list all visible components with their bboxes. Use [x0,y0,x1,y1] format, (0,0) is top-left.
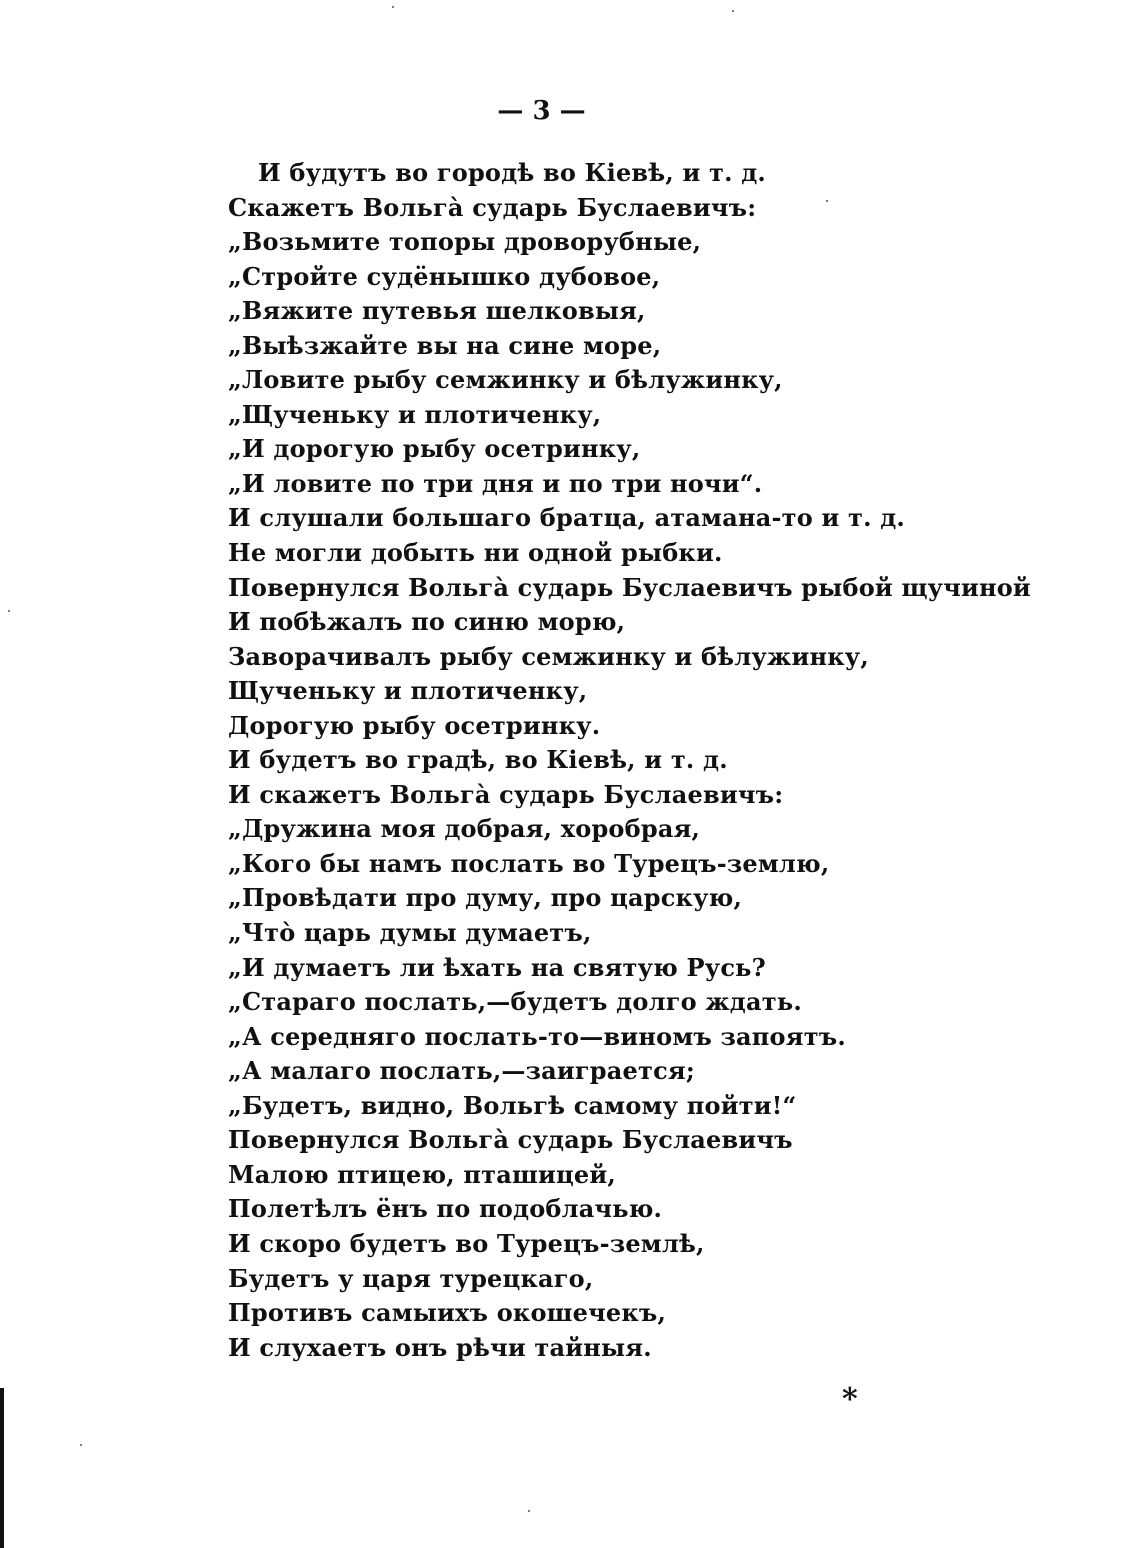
verse-line: Малою птицею, пташицей, [228,1159,616,1189]
scan-speck [80,1444,82,1446]
scan-speck [528,1510,530,1512]
verse-line: „И думаетъ ли ѣхать на святую Русь? [228,952,766,982]
verse-line: Скажетъ Вольга̀ сударь Буслаевичъ: [228,192,757,222]
scan-speck [392,6,394,8]
verse-line: „Будетъ, видно, Вольгѣ самому пойти!“ [228,1090,797,1120]
verse-line: Не могли добыть ни одной рыбки. [228,538,723,568]
scan-speck [8,610,10,612]
verse-line: „Кого бы намъ послать во Турецъ-землю, [228,848,830,878]
verse-line: И скажетъ Вольга̀ сударь Буслаевичъ: [228,779,784,809]
verse-line: „А малаго послать,—заиграется; [228,1056,695,1086]
verse-line: „Стараго послать,—будетъ долго ждать. [228,987,802,1017]
verse-line: „Провѣдати про думу, про царскую, [228,883,743,913]
verse-line: И слухаетъ онъ рѣчи тайныя. [228,1332,652,1362]
verse-line: „Вяжите путевья шелковыя, [228,296,646,326]
verse-line: „Что̀ царь думы думаетъ, [228,918,592,948]
verse-line: Будетъ у царя турецкаго, [228,1263,594,1293]
verse-line: „Ловите рыбу семжинку и бѣлужинку, [228,365,783,395]
verse-line: И скоро будетъ во Турецъ-землѣ, [228,1228,705,1258]
verse-line: Повернулся Вольга̀ сударь Буслаевичъ [228,1125,793,1155]
verse-line: „Дружина моя добрая, хоробрая, [228,814,701,844]
verse-line: Противъ самыихъ окошечекъ, [228,1298,667,1328]
section-ornament: * [842,1382,858,1417]
verse-line: И будутъ во городѣ во Кіевѣ, и т. д. [258,158,766,187]
verse-line: „И дорогую рыбу осетринку, [228,434,641,464]
verse-line: И слушали большаго братца, атамана-то и т. д. [228,503,905,533]
verse-line: Щученьку и плотиченку, [228,676,588,706]
verse-line: „Выѣзжайте вы на сине море, [228,330,662,360]
verse-line: Повернулся Вольга̀ сударь Буслаевичъ рыбой щучиной [228,572,1031,602]
verse-line: И будетъ во градѣ, во Кіевѣ, и т. д. [228,745,728,775]
verse-line: Полетѣлъ ёнъ по подоблачью. [228,1194,663,1224]
verse-line: И побѣжалъ по синю морю, [228,607,626,637]
verse-line: „Щученьку и плотиченку, [228,399,602,429]
page-number: — 3 — [497,96,586,126]
scan-edge-shadow [0,1388,4,1548]
verse-text [228,156,1031,1365]
verse-line: „И ловите по три дня и по три ночи“. [228,468,763,498]
verse-line: Дорогую рыбу осетринку. [228,710,601,740]
verse-line: „Стройте судёнышко дубовое, [228,261,661,291]
verse-line: „А середняго послать-то—виномъ запоятъ. [228,1021,846,1051]
verse-line: Заворачивалъ рыбу семжинку и бѣлужинку, [228,641,869,671]
scan-speck [826,200,828,202]
verse-line: „Возьмите топоры дроворубные, [228,227,702,257]
scan-speck [732,10,734,12]
